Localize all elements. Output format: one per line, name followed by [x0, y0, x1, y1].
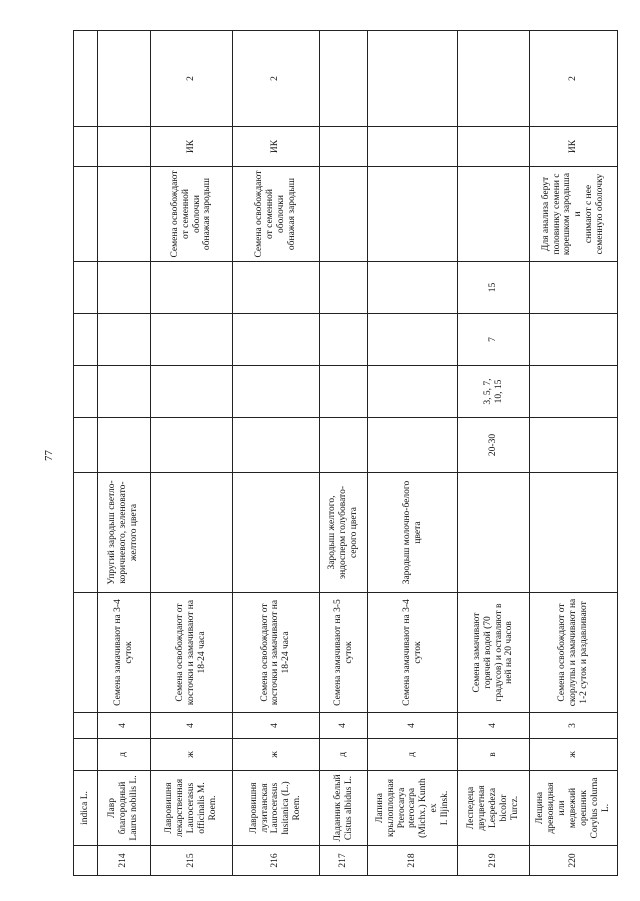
temperature-cell — [150, 418, 232, 473]
plant-name-cell: indica L. — [74, 771, 98, 846]
table-row — [233, 31, 320, 876]
total-days-cell — [74, 262, 98, 314]
method-cell: 4 — [458, 713, 529, 739]
table-row — [458, 31, 529, 876]
preparation-cell: Семена замачивают горячей водой (70 градусов) и оставляют в ней на 20 часов — [458, 593, 529, 713]
row-number-cell: 218 — [368, 846, 458, 876]
preparation-cell — [74, 593, 98, 713]
temperature-cell — [368, 418, 458, 473]
staining-cell — [74, 473, 98, 593]
note-cell: Семена освобождают от семенной оболочки обнажая зародыш — [150, 167, 232, 262]
staining-cell: Зародыш молочно-белого цвета — [368, 473, 458, 593]
method-code-cell — [74, 127, 98, 167]
method-cell: 3 — [529, 713, 617, 739]
total-days-cell — [368, 262, 458, 314]
plant-name-cell: Лавр благородный Laurus nobilis L. — [97, 771, 150, 846]
count-days-cell — [368, 314, 458, 366]
plant-name-cell: Лещина древовидная или медвежий орешник Corylus colurna L. — [529, 771, 617, 846]
group-cell — [74, 739, 98, 771]
table-row — [97, 31, 150, 876]
count-days-cell — [97, 314, 150, 366]
staining-cell — [233, 473, 320, 593]
staining-cell: Зародыш желтого, эндосперм голубовато- серого цвета — [319, 473, 368, 593]
method-code-cell — [319, 127, 368, 167]
row-number-cell: 219 — [458, 846, 529, 876]
method-cell: 4 — [319, 713, 368, 739]
table-row — [319, 31, 368, 876]
method-code-cell: ИК — [529, 127, 617, 167]
method-code-cell — [97, 127, 150, 167]
count-days-cell: 7 — [458, 314, 529, 366]
method-code-cell: ИК — [233, 127, 320, 167]
method-code-cell — [368, 127, 458, 167]
temperature-cell: 20-30 — [458, 418, 529, 473]
total-days-cell — [233, 262, 320, 314]
staining-cell: Упругий зародыш светло- коричневого, зеленовато- желтого цвета — [97, 473, 150, 593]
table-row — [150, 31, 232, 876]
method-cell: 4 — [97, 713, 150, 739]
temperature-cell — [529, 418, 617, 473]
replications-cell — [74, 31, 98, 127]
method-cell: 4 — [150, 713, 232, 739]
table-row — [529, 31, 617, 876]
row-number-cell: 215 — [150, 846, 232, 876]
table-row — [368, 31, 458, 876]
note-cell — [97, 167, 150, 262]
total-days-cell — [529, 262, 617, 314]
plant-name-cell: Лапина крылоплодная Pterocarya pterocarpa (Michx.) Kunth ex I. Iljinsk. — [368, 771, 458, 846]
note-cell: Семена освобождают от семенной оболочки обнажая зародыш — [233, 167, 320, 262]
row-number-cell: 216 — [233, 846, 320, 876]
preparation-cell: Семена замачивают на 3-5 суток — [319, 593, 368, 713]
total-days-cell: 15 — [458, 262, 529, 314]
replications-cell: 2 — [233, 31, 320, 127]
group-cell: д — [319, 739, 368, 771]
count-days-cell — [319, 314, 368, 366]
staining-cell — [150, 473, 232, 593]
group-cell: д — [368, 739, 458, 771]
total-days-cell — [97, 262, 150, 314]
preparation-cell: Семена замачивают на 3-4 суток — [368, 593, 458, 713]
seed-preparation-table — [73, 30, 618, 876]
days-cell — [319, 366, 368, 418]
method-cell — [74, 713, 98, 739]
count-days-cell — [150, 314, 232, 366]
days-cell — [74, 366, 98, 418]
replications-cell — [458, 31, 529, 127]
replications-cell — [319, 31, 368, 127]
method-cell: 4 — [368, 713, 458, 739]
group-cell: ж — [529, 739, 617, 771]
plant-name-cell: Лавровишня лекарственная Laurocerasus officinalis M. Roem. — [150, 771, 232, 846]
days-cell — [97, 366, 150, 418]
days-cell — [233, 366, 320, 418]
days-cell — [529, 366, 617, 418]
preparation-cell: Семена освобождают от скорлупы и замачивают на 1-2 суток и раздавливают — [529, 593, 617, 713]
staining-cell — [529, 473, 617, 593]
replications-cell — [97, 31, 150, 127]
note-cell — [319, 167, 368, 262]
method-code-cell: ИК — [150, 127, 232, 167]
replications-cell: 2 — [529, 31, 617, 127]
temperature-cell — [74, 418, 98, 473]
group-cell: ж — [233, 739, 320, 771]
group-cell: д — [97, 739, 150, 771]
preparation-cell: Семена освобождают от косточки и замачивают на 18-24 часа — [233, 593, 320, 713]
total-days-cell — [150, 262, 232, 314]
preparation-cell: Семена замачивают на 3-4 суток — [97, 593, 150, 713]
staining-cell — [458, 473, 529, 593]
note-cell — [458, 167, 529, 262]
row-number-cell: 217 — [319, 846, 368, 876]
method-code-cell — [458, 127, 529, 167]
days-cell: 3, 5, 7, 10, 15 — [458, 366, 529, 418]
note-cell — [368, 167, 458, 262]
group-cell: в — [458, 739, 529, 771]
plant-name-cell: Лавровишня лузитанская Laurocerasus lusitanica (L.) Roem. — [233, 771, 320, 846]
replications-cell — [368, 31, 458, 127]
temperature-cell — [319, 418, 368, 473]
count-days-cell — [233, 314, 320, 366]
days-cell — [368, 366, 458, 418]
total-days-cell — [319, 262, 368, 314]
count-days-cell — [74, 314, 98, 366]
days-cell — [150, 366, 232, 418]
temperature-cell — [233, 418, 320, 473]
method-cell: 4 — [233, 713, 320, 739]
table-row — [74, 31, 98, 876]
replications-cell: 2 — [150, 31, 232, 127]
count-days-cell — [529, 314, 617, 366]
page-number: 77 — [43, 450, 55, 461]
row-number-cell: 220 — [529, 846, 617, 876]
row-number-cell — [74, 846, 98, 876]
temperature-cell — [97, 418, 150, 473]
group-cell: ж — [150, 739, 232, 771]
plant-name-cell: Ладанник белый Cistus albidus L. — [319, 771, 368, 846]
row-number-cell: 214 — [97, 846, 150, 876]
note-cell — [74, 167, 98, 262]
note-cell: Для анализа берут половинку семени с корешком зародыша и снимают с нее семенную оболочку — [529, 167, 617, 262]
plant-name-cell: Леспедеца двуцветная Lespedeza bicolor Turcz. — [458, 771, 529, 846]
preparation-cell: Семена освобождают от косточки и замачивают на 18-24 часа — [150, 593, 232, 713]
